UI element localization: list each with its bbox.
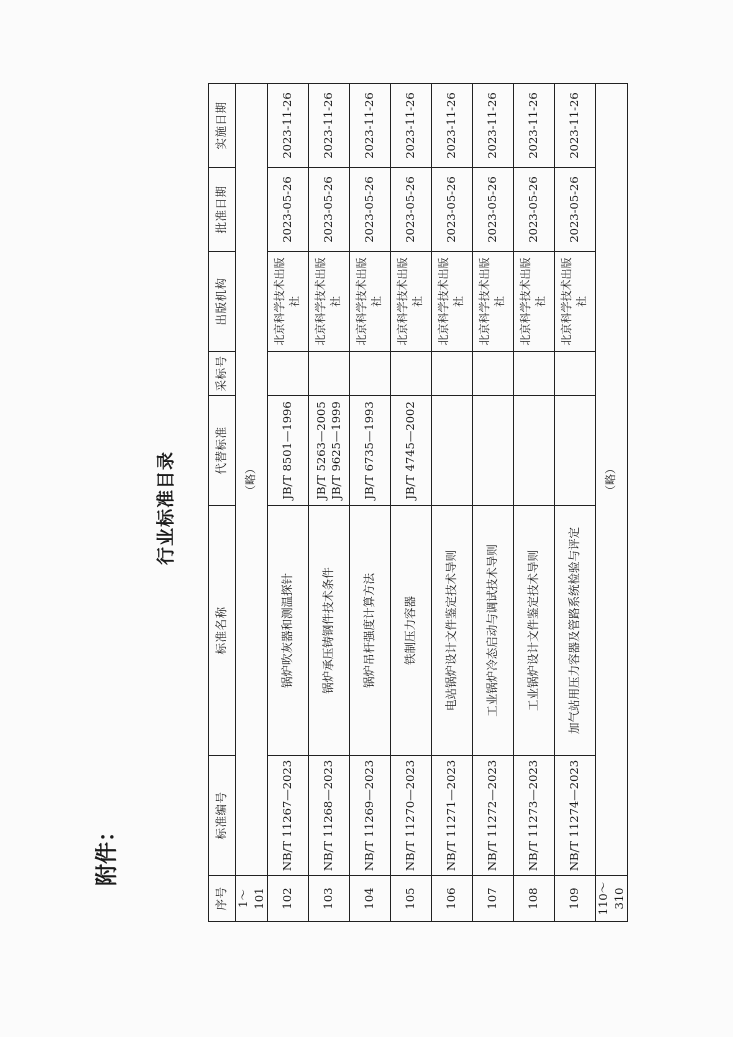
group-omitted-note: （略） (596, 84, 628, 876)
cell-seq: 105 (391, 876, 432, 922)
replaced-standard: JB/T 6735—1993 (362, 401, 377, 500)
cell-code: NB/T 11271—2023 (432, 756, 473, 876)
group-row-bottom (596, 84, 628, 922)
cell-approval-date: 2023-05-26 (309, 168, 350, 252)
cell-adopted (432, 352, 473, 396)
standards-table-container (208, 84, 628, 922)
page-title: 行业标准目录 (156, 451, 177, 565)
cell-adopted (268, 352, 309, 396)
cell-replaces (432, 396, 473, 506)
cell-approval-date: 2023-05-26 (391, 168, 432, 252)
cell-approval-date: 2023-05-26 (432, 168, 473, 252)
cell-approval-date: 2023-05-26 (555, 168, 596, 252)
cell-replaces (555, 396, 596, 506)
group-range: 110～310 (596, 876, 628, 922)
group-row-top (236, 84, 268, 922)
cell-publisher: 北京科学技术出版社 (309, 252, 350, 352)
cell-seq: 106 (432, 876, 473, 922)
cell-approval-date: 2023-05-26 (350, 168, 391, 252)
cell-publisher: 北京科学技术出版社 (514, 252, 555, 352)
cell-replaces (514, 396, 555, 506)
header-publisher: 出版机构 (209, 252, 236, 352)
cell-code: NB/T 11270—2023 (391, 756, 432, 876)
cell-code: NB/T 11273—2023 (514, 756, 555, 876)
cell-name: 铁制压力容器 (391, 506, 432, 756)
header-name: 标准名称 (209, 506, 236, 756)
cell-implementation-date: 2023-11-26 (555, 84, 596, 168)
cell-seq: 103 (309, 876, 350, 922)
cell-replaces (473, 396, 514, 506)
cell-name: 工业锅炉冷态启动与调试技术导则 (473, 506, 514, 756)
replaced-standard: JB/T 5263—2005 (313, 401, 328, 500)
cell-publisher: 北京科学技术出版社 (555, 252, 596, 352)
replaced-standard: JB/T 8501—1996 (280, 401, 295, 500)
cell-code: NB/T 11272—2023 (473, 756, 514, 876)
cell-name: 工业锅炉设计文件鉴定技术导则 (514, 506, 555, 756)
cell-publisher: 北京科学技术出版社 (473, 252, 514, 352)
cell-seq: 104 (350, 876, 391, 922)
cell-name: 锅炉吹灰器和测温探针 (268, 506, 309, 756)
cell-publisher: 北京科学技术出版社 (350, 252, 391, 352)
cell-implementation-date: 2023-11-26 (514, 84, 555, 168)
cell-adopted (391, 352, 432, 396)
cell-code: NB/T 11267—2023 (268, 756, 309, 876)
cell-replaces (309, 396, 350, 506)
cell-adopted (473, 352, 514, 396)
table-row (473, 84, 514, 922)
replaced-standard: JB/T 4745—2002 (403, 401, 418, 500)
attachment-label: 附件： (95, 819, 120, 886)
cell-replaces (350, 396, 391, 506)
table-row (514, 84, 555, 922)
table-row (555, 84, 596, 922)
cell-code: NB/T 11268—2023 (309, 756, 350, 876)
cell-seq: 102 (268, 876, 309, 922)
cell-publisher: 北京科学技术出版社 (391, 252, 432, 352)
table-row (391, 84, 432, 922)
standards-catalog-table (208, 83, 628, 922)
cell-name: 加气站用压力容器及管路系统检验与评定 (555, 506, 596, 756)
cell-implementation-date: 2023-11-26 (350, 84, 391, 168)
table-row (432, 84, 473, 922)
header-code: 标准编号 (209, 756, 236, 876)
cell-adopted (309, 352, 350, 396)
header-approval-date: 批准日期 (209, 168, 236, 252)
cell-approval-date: 2023-05-26 (268, 168, 309, 252)
cell-name: 锅炉吊杆强度计算方法 (350, 506, 391, 756)
replaced-standard: JB/T 9625—1999 (329, 401, 344, 500)
cell-implementation-date: 2023-11-26 (473, 84, 514, 168)
cell-adopted (514, 352, 555, 396)
table-row (350, 84, 391, 922)
cell-implementation-date: 2023-11-26 (309, 84, 350, 168)
cell-approval-date: 2023-05-26 (473, 168, 514, 252)
table-header-row (209, 84, 236, 922)
group-range: 1～101 (236, 876, 268, 922)
cell-approval-date: 2023-05-26 (514, 168, 555, 252)
cell-name: 锅炉承压铸钢件技术条件 (309, 506, 350, 756)
cell-publisher: 北京科学技术出版社 (268, 252, 309, 352)
table-row (309, 84, 350, 922)
table-row (268, 84, 309, 922)
header-seq: 序号 (209, 876, 236, 922)
cell-seq: 109 (555, 876, 596, 922)
cell-adopted (555, 352, 596, 396)
cell-implementation-date: 2023-11-26 (432, 84, 473, 168)
cell-name: 电站锅炉设计文件鉴定技术导则 (432, 506, 473, 756)
cell-replaces (391, 396, 432, 506)
cell-code: NB/T 11274—2023 (555, 756, 596, 876)
cell-seq: 108 (514, 876, 555, 922)
cell-implementation-date: 2023-11-26 (268, 84, 309, 168)
cell-adopted (350, 352, 391, 396)
cell-publisher: 北京科学技术出版社 (432, 252, 473, 352)
cell-replaces (268, 396, 309, 506)
header-implementation-date: 实施日期 (209, 84, 236, 168)
cell-implementation-date: 2023-11-26 (391, 84, 432, 168)
cell-code: NB/T 11269—2023 (350, 756, 391, 876)
cell-seq: 107 (473, 876, 514, 922)
header-replaces: 代替标准 (209, 396, 236, 506)
header-adopted: 采标号 (209, 352, 236, 396)
group-omitted-note: （略） (236, 84, 268, 876)
